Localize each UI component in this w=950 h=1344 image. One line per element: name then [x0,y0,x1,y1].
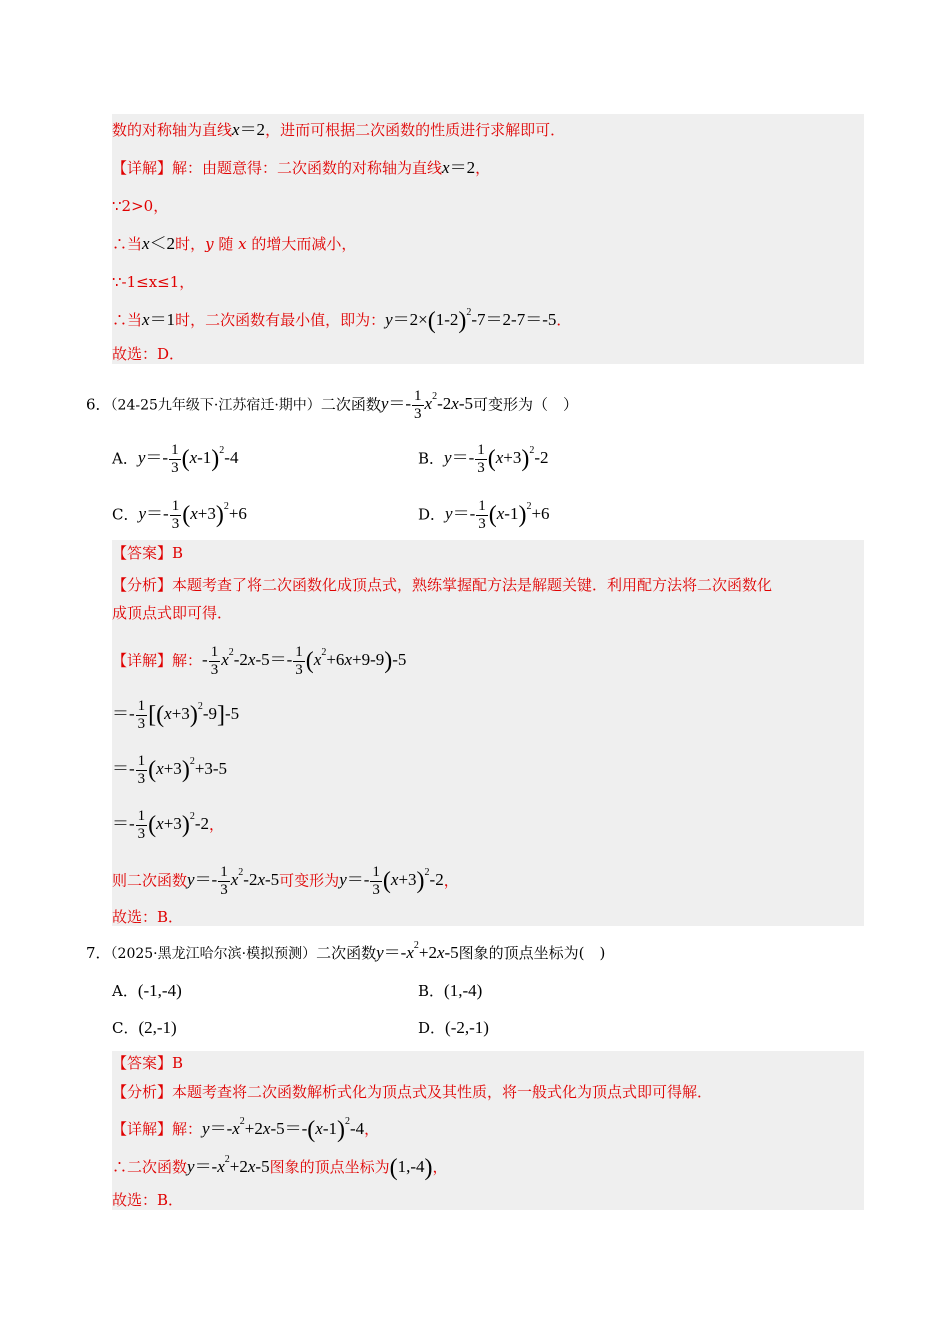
q6-then-line: 则二次函数y＝- $\frac{1}{3}$ $x^2-2x-5$可变形为y＝- $\frac{1}{3}$ $(x+3)^2-2$， [112,864,459,898]
q7-conclusion: 故选：B． [112,1191,184,1209]
q7-answer: 【答案】B [112,1054,184,1072]
q5-line-1: 数的对称轴为直线x＝2，进而可根据二次函数的性质进行求解即可． [112,120,566,139]
q7-option-b[interactable]: B．(1,-4) [418,981,483,1000]
q6-detail-4: ＝- $\frac{1}{3}$ $(x+3)^2-2$， [112,808,224,842]
q6-detail-2: ＝- $\frac{1}{3}$ $[(x+3)^2-9]-5$ [112,698,240,732]
q6-stem: 6．（24-25九年级下·江苏宿迁·期中）二次函数y＝- $\frac{1}{3}$ $x^2-2x-5$可变形为（ ） [86,388,578,422]
q6-answer: 【答案】B [112,544,184,562]
q6-option-c[interactable]: C．y＝- $\frac{1}{3}$ $(x+3)^2+6$ [112,498,247,532]
q6-detail-1: 【详解】解：- $\frac{1}{3}$ $x^2-2x-5=-$ $\frac{1}{3}$ $(x^2+6x+9-9)-5$ [112,644,407,678]
q7-option-c[interactable]: C．(2,-1) [112,1018,177,1037]
q7-therefore: ∴二次函数$y=-x^2+2x-5$图象的顶点坐标为(1,-4)， [112,1154,448,1181]
q6-analysis-1: 【分析】本题考查了将二次函数化成顶点式，熟练掌握配方法是解题关键．利用配方法将二次函数化 [112,576,773,594]
q5-conclusion: 故选：D． [112,345,185,363]
q5-line-6: ∴当x＝1时，二次函数有最小值，即为：$y=2\times(1-2)^2-7=2-7=-5$． [112,307,572,334]
q6-option-b[interactable]: B．y＝- $\frac{1}{3}$ $(x+3)^2-2$ [418,442,549,476]
q5-line-4: ∴当x＜2时，y 随 x 的增大而减小， [112,234,357,253]
q5-line-3: ∵2>0， [112,197,169,215]
q7-stem: 7．（2025·黑龙江哈尔滨·模拟预测）二次函数$y=-x^2+2x-5$图象的顶点坐标为( ) [86,940,606,962]
q7-option-a[interactable]: A．(-1,-4) [112,981,182,1000]
q5-detail-line: 【详解】解：由题意得：二次函数的对称轴为直线x＝2， [112,158,491,177]
q7-analysis: 【分析】本题考查将二次函数解析式化为顶点式及其性质，将一般式化为顶点式即可得解． [112,1083,713,1101]
q6-conclusion: 故选：B． [112,908,184,926]
q6-option-d[interactable]: D．y＝- $\frac{1}{3}$ $(x-1)^2+6$ [418,498,550,532]
q7-option-d[interactable]: D．(-2,-1) [418,1018,489,1037]
q5-line-5: ∵-1≤x≤1， [112,273,195,291]
q6-option-a[interactable]: A．y＝- $\frac{1}{3}$ $(x-1)^2-4$ [112,442,239,476]
q7-detail: 【详解】解：$y=-x^2+2x-5=-(x-1)^2-4$， [112,1116,380,1143]
q6-analysis-2: 成顶点式即可得． [112,604,233,622]
q6-detail-3: ＝- $\frac{1}{3}$ $(x+3)^2+3-5$ [112,753,228,787]
